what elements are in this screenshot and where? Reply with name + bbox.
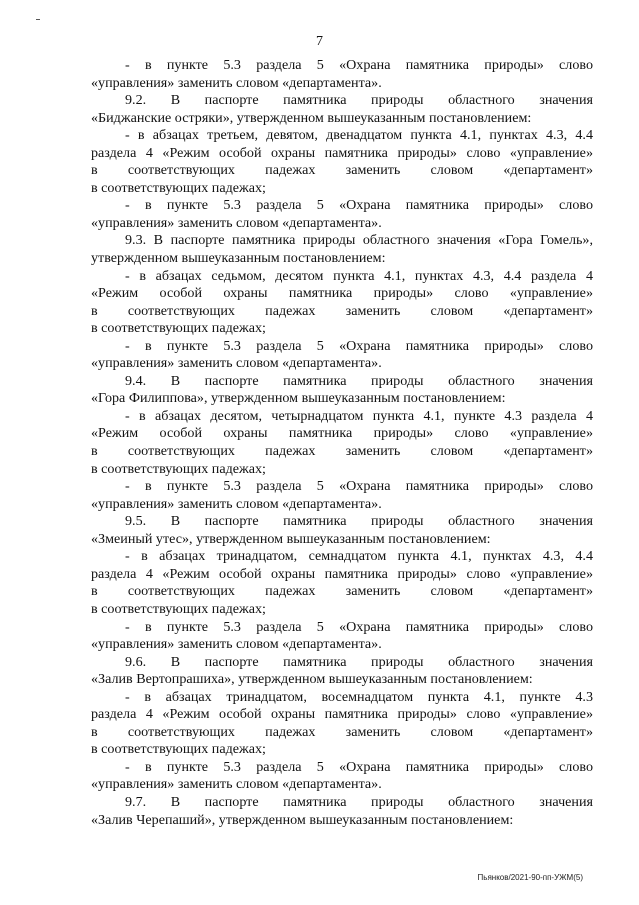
text-line: 9.3. В паспорте памятника природы областного значения «Гора Гомель», xyxy=(125,232,593,249)
document-footer-code: Пьянков/2021-90-пп-УЖМ(5) xyxy=(477,873,583,882)
text-line: утвержденном вышеуказанным постановлением: xyxy=(91,250,386,267)
text-line: в соответствующих падежах заменить словом «департамент» xyxy=(91,583,593,600)
text-line: - в пункте 5.3 раздела 5 «Охрана памятника природы» слово xyxy=(125,57,593,73)
text-line: «управления» заменить словом «департамента». xyxy=(91,495,382,512)
text-line: - в пункте 5.3 раздела 5 «Охрана памятника природы» слово xyxy=(125,758,593,775)
text-line: «Гора Филиппова», утвержденном вышеуказанным постановлением: xyxy=(91,390,506,407)
text-line: в соответствующих падежах; xyxy=(91,320,266,337)
text-line: - в пункте 5.3 раздела 5 «Охрана памятника природы» слово xyxy=(125,197,593,214)
text-line: «Змеиный утес», утвержденном вышеуказанным постановлением: xyxy=(91,530,491,547)
text-line: - в абзацах тринадцатом, семнадцатом пункта 4.1, пунктах 4.3, 4.4 xyxy=(125,548,593,565)
text-line: - в абзацах тринадцатом, восемнадцатом пункта 4.1, пункте 4.3 xyxy=(125,688,593,705)
text-line: 9.4. В паспорте памятника природы областного значения xyxy=(125,372,593,389)
text-line: «Залив Вертопрашиха», утвержденном вышеуказанным постановлением: xyxy=(91,671,533,688)
text-line: «Залив Черепаший», утвержденном вышеуказанным постановлением: xyxy=(91,811,514,828)
text-line: в соответствующих падежах заменить словом «департамент» xyxy=(91,443,593,460)
text-line: в соответствующих падежах; xyxy=(91,460,266,477)
text-line: - в абзацах десятом, четырнадцатом пункта 4.1, пункте 4.3 раздела 4 xyxy=(125,407,593,424)
text-line: «Режим особой охраны памятника природы» слово «управление» xyxy=(91,425,593,442)
text-line: раздела 4 «Режим особой охраны памятника природы» слово «управление» xyxy=(91,706,593,723)
text-line: - в пункте 5.3 раздела 5 «Охрана памятника природы» слово xyxy=(125,618,593,635)
text-line: в соответствующих падежах; xyxy=(91,179,266,196)
text-line: в соответствующих падежах; xyxy=(91,741,266,758)
scan-mark xyxy=(36,19,40,20)
text-line: 9.6. В паспорте памятника природы областного значения xyxy=(125,653,593,670)
text-line: - в пункте 5.3 раздела 5 «Охрана памятника природы» слово xyxy=(125,337,593,354)
text-line: - в абзацах третьем, девятом, двенадцатом пункта 4.1, пунктах 4.3, 4.4 xyxy=(125,127,593,144)
page-number: 7 xyxy=(316,34,323,49)
text-line: - в пункте 5.3 раздела 5 «Охрана памятника природы» слово xyxy=(125,478,593,495)
text-line: в соответствующих падежах заменить словом «департамент» xyxy=(91,302,593,319)
text-line: 9.5. В паспорте памятника природы областного значения xyxy=(125,513,593,530)
document-body xyxy=(91,57,593,829)
text-line: раздела 4 «Режим особой охраны памятника природы» слово «управление» xyxy=(91,565,593,582)
text-line: «управления» заменить словом «департамента». xyxy=(91,636,382,653)
text-line: 9.2. В паспорте памятника природы областного значения xyxy=(125,92,593,109)
text-line: «Биджанские остряки», утвержденном вышеуказанным постановлением: xyxy=(91,109,532,126)
text-line: «Режим особой охраны памятника природы» слово «управление» xyxy=(91,285,593,302)
text-line: «управления» заменить словом «департамента». xyxy=(91,776,382,793)
text-line: 9.7. В паспорте памятника природы областного значения xyxy=(125,793,593,810)
text-line: в соответствующих падежах заменить словом «департамент» xyxy=(91,723,593,740)
text-line: - в абзацах седьмом, десятом пункта 4.1, пунктах 4.3, 4.4 раздела 4 xyxy=(125,267,593,284)
text-line: «управления» заменить словом «департамента». xyxy=(91,355,382,372)
text-line: раздела 4 «Режим особой охраны памятника природы» слово «управление» xyxy=(91,144,593,161)
text-line: «управления» заменить словом «департамента». xyxy=(91,214,382,231)
text-line: «управления» заменить словом «департамента». xyxy=(91,74,382,91)
text-line: в соответствующих падежах; xyxy=(91,600,266,617)
text-line: в соответствующих падежах заменить словом «департамент» xyxy=(91,162,593,179)
